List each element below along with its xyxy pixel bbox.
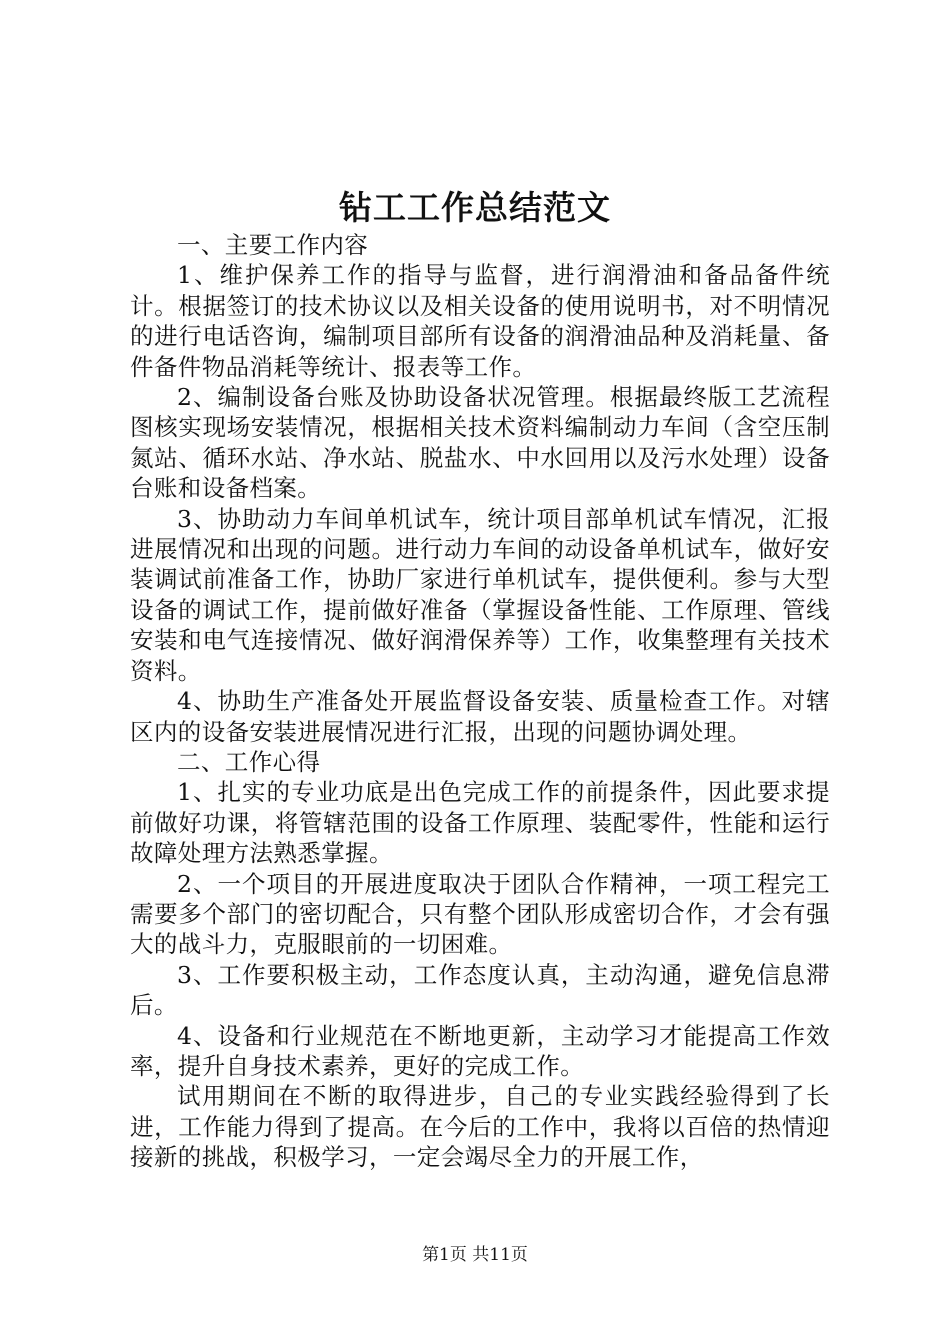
paragraph-work-2: 2、编制设备台账及协助设备状况管理。根据最终版工艺流程图核实现场安装情况，根据相关技术资料编制动力车间（含空压制氮站、循环水站、净水站、脱盐水、中水回用以及污水处理）设备台账和设备档案。 [130,383,830,503]
document-title: 钻工工作总结范文 [339,188,611,227]
paragraph-experience-3: 3、工作要积极主动，工作态度认真，主动沟通，避免信息滞后。 [130,960,830,1020]
paragraph-experience-1: 1、扎实的专业功底是出色完成工作的前提条件，因此要求提前做好功课，将管辖范围的设备工作原理、装配零件，性能和运行故障处理方法熟悉掌握。 [130,778,830,868]
section-heading-main-work: 一、主要工作内容 [177,231,369,259]
paragraph-work-3: 3、协助动力车间单机试车，统计项目部单机试车情况，汇报进展情况和出现的问题。进行动力车间的动设备单机试车，做好安装调试前准备工作，协助厂家进行单机试车，提供便利。参与大型设备的调试工作，提前做好准备（掌握设备性能、工作原理、管线安装和电气连接情况、做好润滑保养等）工作，收集整理有关技术资料。 [130,504,830,685]
page-footer: 第1页 共11页 [422,1245,528,1265]
paragraph-experience-4: 4、设备和行业规范在不断地更新，主动学习才能提高工作效率，提升自身技术素养，更好的完成工作。 [130,1021,830,1080]
paragraph-work-4: 4、协助生产准备处开展监督设备安装、质量检查工作。对辖区内的设备安装进展情况进行汇报，出现的问题协调处理。 [130,687,830,746]
document-body [130,230,830,1173]
paragraph-experience-2: 2、一个项目的开展进度取决于团队合作精神，一项工程完工需要多个部门的密切配合，只有整个团队形成密切合作，才会有强大的战斗力，克服眼前的一切困难。 [130,869,830,959]
paragraph-conclusion: 试用期间在不断的取得进步，自己的专业实践经验得到了长进，工作能力得到了提高。在今后的工作中，我将以百倍的热情迎接新的挑战，积极学习，一定会竭尽全力的开展工作， [130,1082,830,1172]
section-heading-experience: 二、工作心得 [177,747,321,776]
paragraph-work-1: 1、维护保养工作的指导与监督，进行润滑油和备品备件统计。根据签订的技术协议以及相关设备的使用说明书，对不明情况的进行电话咨询，编制项目部所有设备的润滑油品种及消耗量、备件备件物品消耗等统计、报表等工作。 [130,261,830,381]
